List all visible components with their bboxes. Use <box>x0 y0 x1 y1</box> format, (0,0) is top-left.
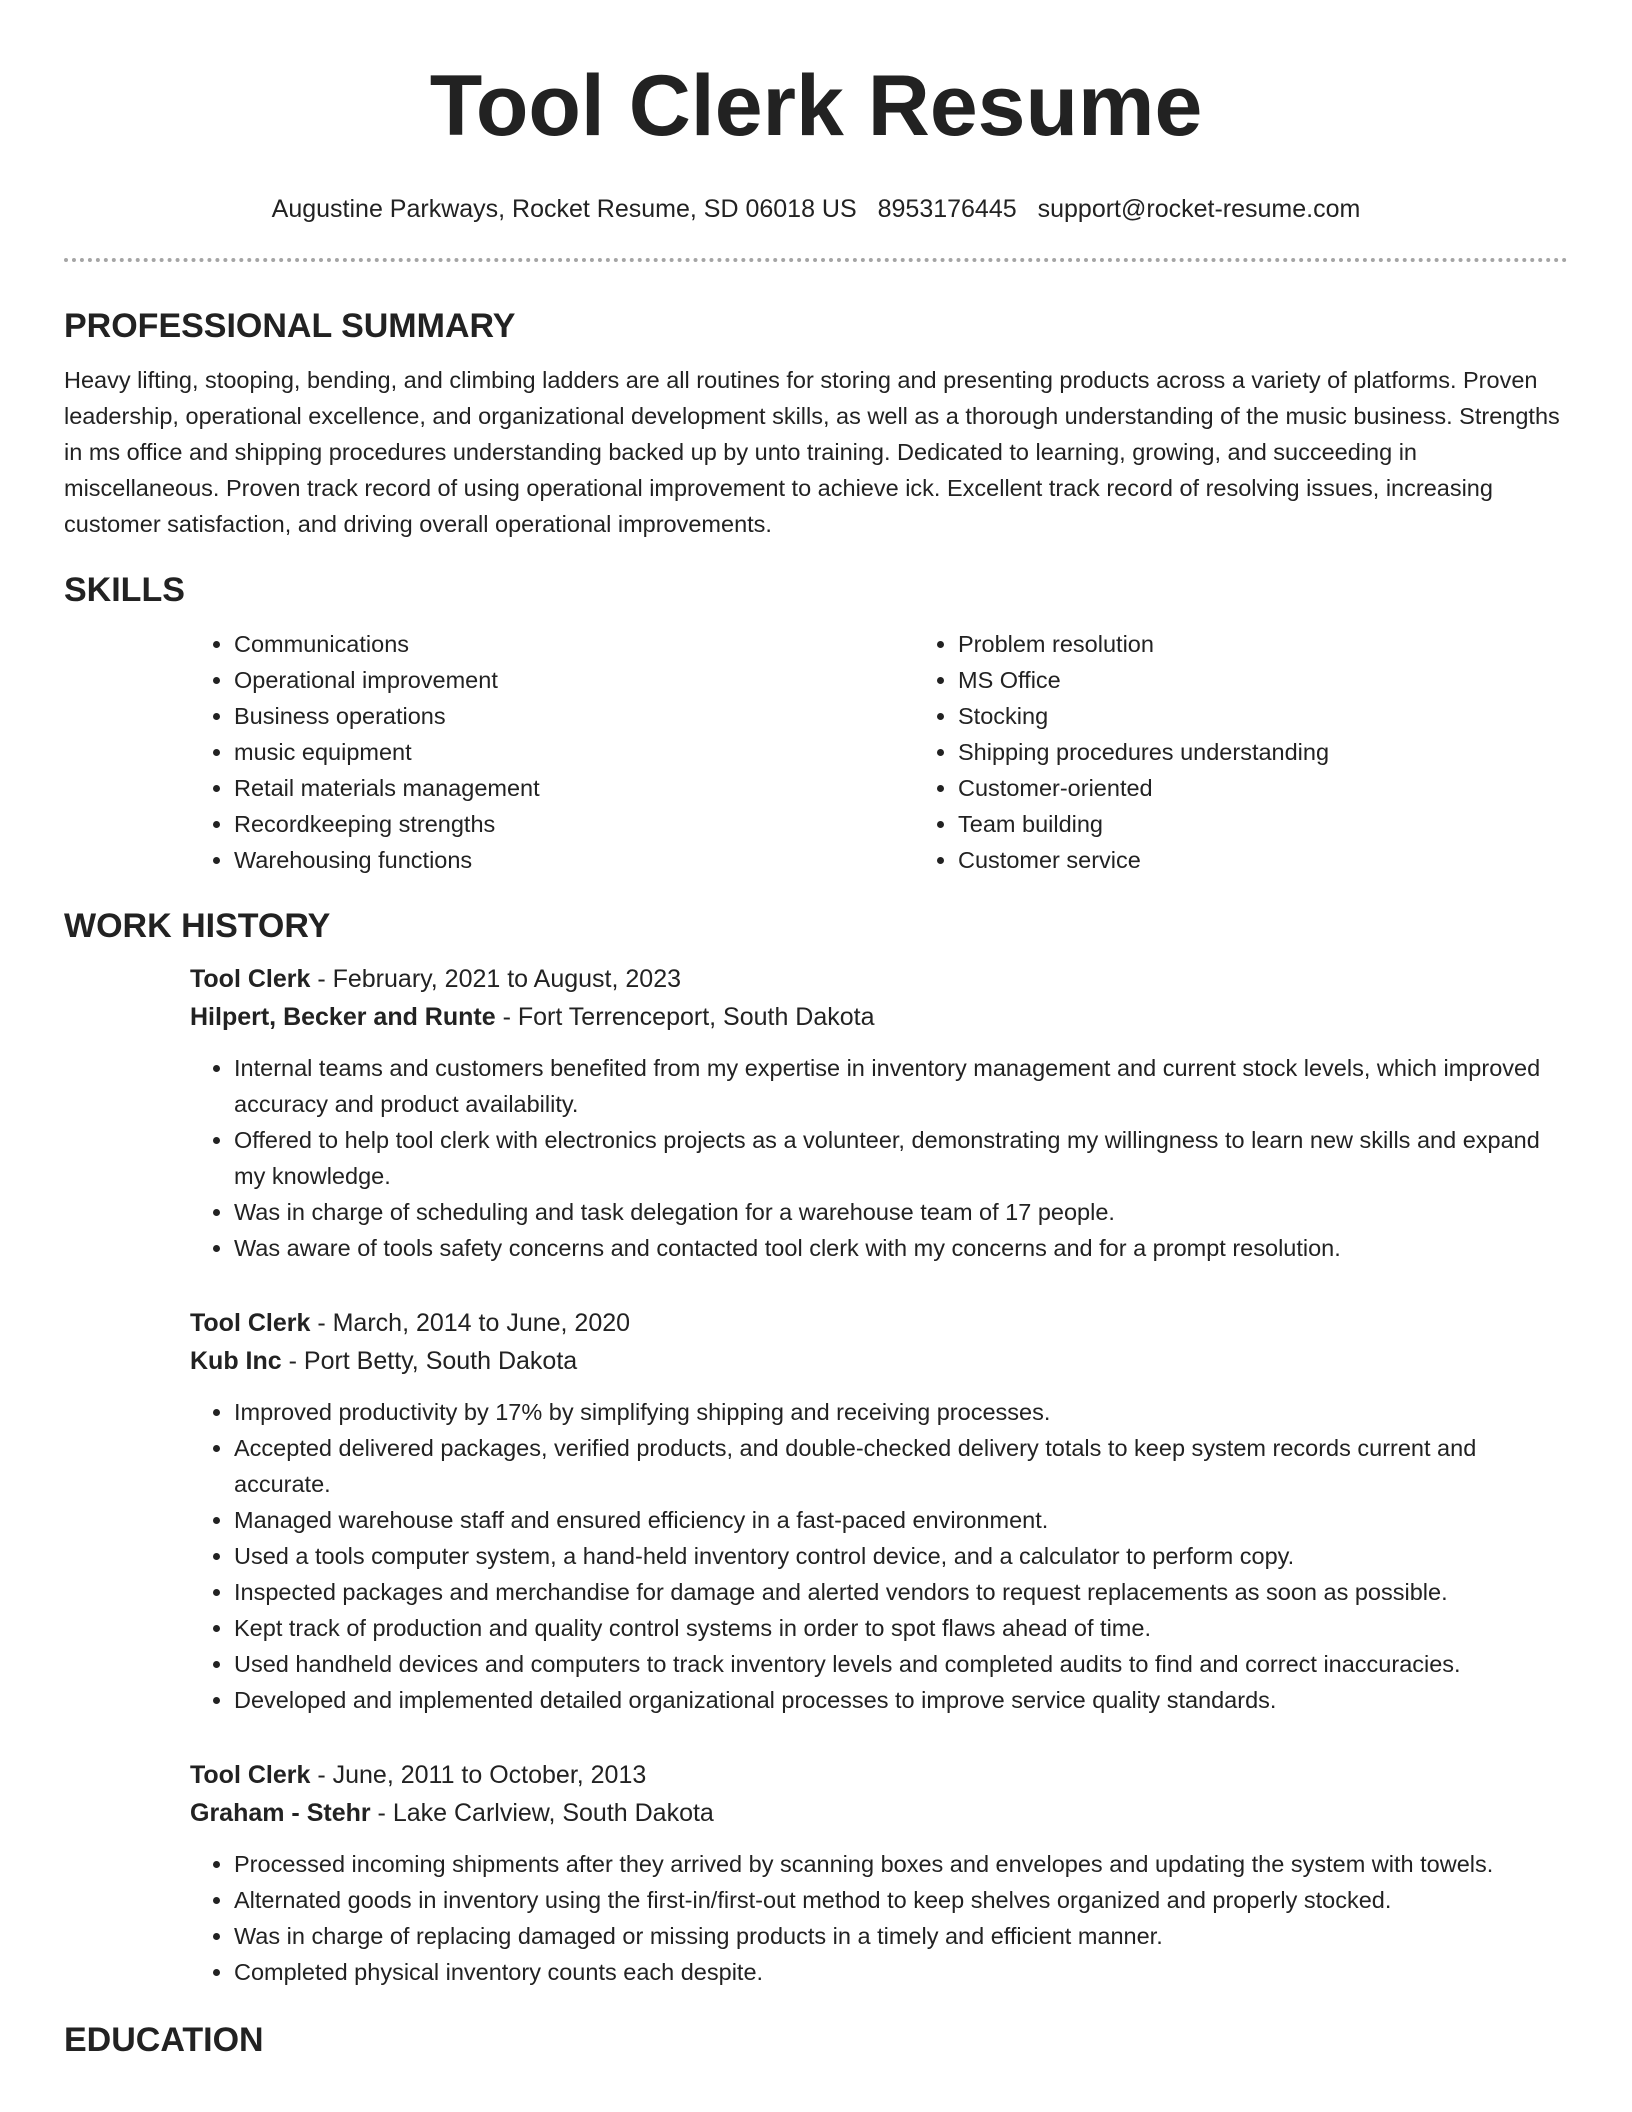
job-title: Tool Clerk <box>190 1309 311 1337</box>
job-title: Tool Clerk <box>190 1761 311 1789</box>
job-bullet: • Was in charge of replacing damaged or missing products in a timely and efficient manner. <box>234 1918 1568 1954</box>
job-dates: - March, 2014 to June, 2020 <box>310 1309 631 1337</box>
job-bullet: • Improved productivity by 17% by simplifying shipping and receiving processes. <box>234 1394 1568 1430</box>
job-dates: - February, 2021 to August, 2023 <box>310 965 681 993</box>
education-heading: EDUCATION <box>64 2021 264 2059</box>
job-bullet: • Used a tools computer system, a hand-held inventory control device, and a calculator to perform copy. <box>234 1538 1568 1574</box>
skill-item: • Communications <box>234 626 914 662</box>
job-bullet: • Used handheld devices and computers to track inventory levels and completed audits to find and correct inaccuracies. <box>234 1646 1568 1682</box>
resume-title: Tool Clerk Resume <box>429 58 1203 154</box>
header-divider <box>64 258 1568 262</box>
contact-address: Augustine Parkways, Rocket Resume, SD 06018 US <box>271 195 857 223</box>
skill-item: • Problem resolution <box>958 626 1568 662</box>
job-dates: - June, 2011 to October, 2013 <box>310 1761 647 1789</box>
job-location: - Lake Carlview, South Dakota <box>370 1799 714 1827</box>
work-history-heading: WORK HISTORY <box>64 907 331 945</box>
skill-item: • Shipping procedures understanding <box>958 734 1568 770</box>
job-bullet: • Managed warehouse staff and ensured efficiency in a fast-paced environment. <box>234 1502 1568 1538</box>
skills-list <box>190 626 1568 878</box>
job-bullet: • Offered to help tool clerk with electronics projects as a volunteer, demonstrating my willingness to learn new skills and expand my knowledge. <box>234 1122 1568 1194</box>
job-company: Graham - Stehr <box>190 1799 371 1827</box>
skill-item: • Retail materials management <box>234 770 914 806</box>
job-title-line <box>190 960 1568 998</box>
job-entry <box>190 1304 1568 1718</box>
skill-item: • Stocking <box>958 698 1568 734</box>
job-bullet: • Was in charge of scheduling and task delegation for a warehouse team of 17 people. <box>234 1194 1568 1230</box>
job-bullet: • Was aware of tools safety concerns and contacted tool clerk with my concerns and for a prompt resolution. <box>234 1230 1568 1266</box>
job-bullet: • Developed and implemented detailed organizational processes to improve service quality standards. <box>234 1682 1568 1718</box>
job-title-line <box>190 1756 1568 1794</box>
skill-item: • Warehousing functions <box>234 842 914 878</box>
skill-item: • Recordkeeping strengths <box>234 806 914 842</box>
job-bullet: • Accepted delivered packages, verified products, and double-checked delivery totals to keep system records current and accurate. <box>234 1430 1568 1502</box>
skills-heading: SKILLS <box>64 571 185 609</box>
job-bullets <box>190 1050 1568 1266</box>
job-bullet: • Alternated goods in inventory using the first-in/first-out method to keep shelves organized and properly stocked. <box>234 1882 1568 1918</box>
job-bullet: • Processed incoming shipments after they arrived by scanning boxes and envelopes and updating the system with towels. <box>234 1846 1568 1882</box>
job-entry <box>190 960 1568 1266</box>
summary-text: Heavy lifting, stooping, bending, and climbing ladders are all routines for storing and presenting products across a variety of platforms. Proven leadership, operational excellence, and organizational development skills, as well as a thorough understanding of the music business. Strengths in ms office and shipping procedures understanding backed up by unto training. Dedicated to learning, growing, and succeeding in miscellaneous. Proven track record of using operational improvement to achieve ick. Excellent track record of resolving issues, increasing customer satisfaction, and driving overall operational improvements. <box>64 367 1560 537</box>
job-title-line <box>190 1304 1568 1342</box>
job-bullet: • Internal teams and customers benefited from my expertise in inventory management and current stock levels, which improved accuracy and product availability. <box>234 1050 1568 1122</box>
job-company: Hilpert, Becker and Runte <box>190 1003 496 1031</box>
contact-line <box>64 194 1568 224</box>
job-title: Tool Clerk <box>190 965 311 993</box>
skill-item: • MS Office <box>958 662 1568 698</box>
job-bullet: • Inspected packages and merchandise for damage and alerted vendors to request replacements as soon as possible. <box>234 1574 1568 1610</box>
job-company-line <box>190 998 1568 1036</box>
contact-phone: 8953176445 <box>877 195 1017 223</box>
job-company: Kub Inc <box>190 1347 282 1375</box>
job-location: - Port Betty, South Dakota <box>281 1347 578 1375</box>
work-history-list <box>190 960 1568 1990</box>
job-company-line <box>190 1794 1568 1832</box>
skill-item: • Operational improvement <box>234 662 914 698</box>
job-location: - Fort Terrenceport, South Dakota <box>495 1003 875 1031</box>
job-entry <box>190 1756 1568 1990</box>
contact-email: support@rocket-resume.com <box>1037 195 1361 223</box>
job-bullet: • Kept track of production and quality control systems in order to spot flaws ahead of time. <box>234 1610 1568 1646</box>
skills-column-right <box>914 626 1568 878</box>
skill-item: • Customer service <box>958 842 1568 878</box>
skill-item: • music equipment <box>234 734 914 770</box>
resume-page <box>64 0 1568 2060</box>
job-bullets <box>190 1394 1568 1718</box>
skill-item: • Business operations <box>234 698 914 734</box>
job-bullets <box>190 1846 1568 1990</box>
job-bullet: • Completed physical inventory counts each despite. <box>234 1954 1568 1990</box>
summary-heading: PROFESSIONAL SUMMARY <box>64 307 516 345</box>
skill-item: • Team building <box>958 806 1568 842</box>
skill-item: • Customer-oriented <box>958 770 1568 806</box>
job-company-line <box>190 1342 1568 1380</box>
skills-column-left <box>190 626 914 878</box>
